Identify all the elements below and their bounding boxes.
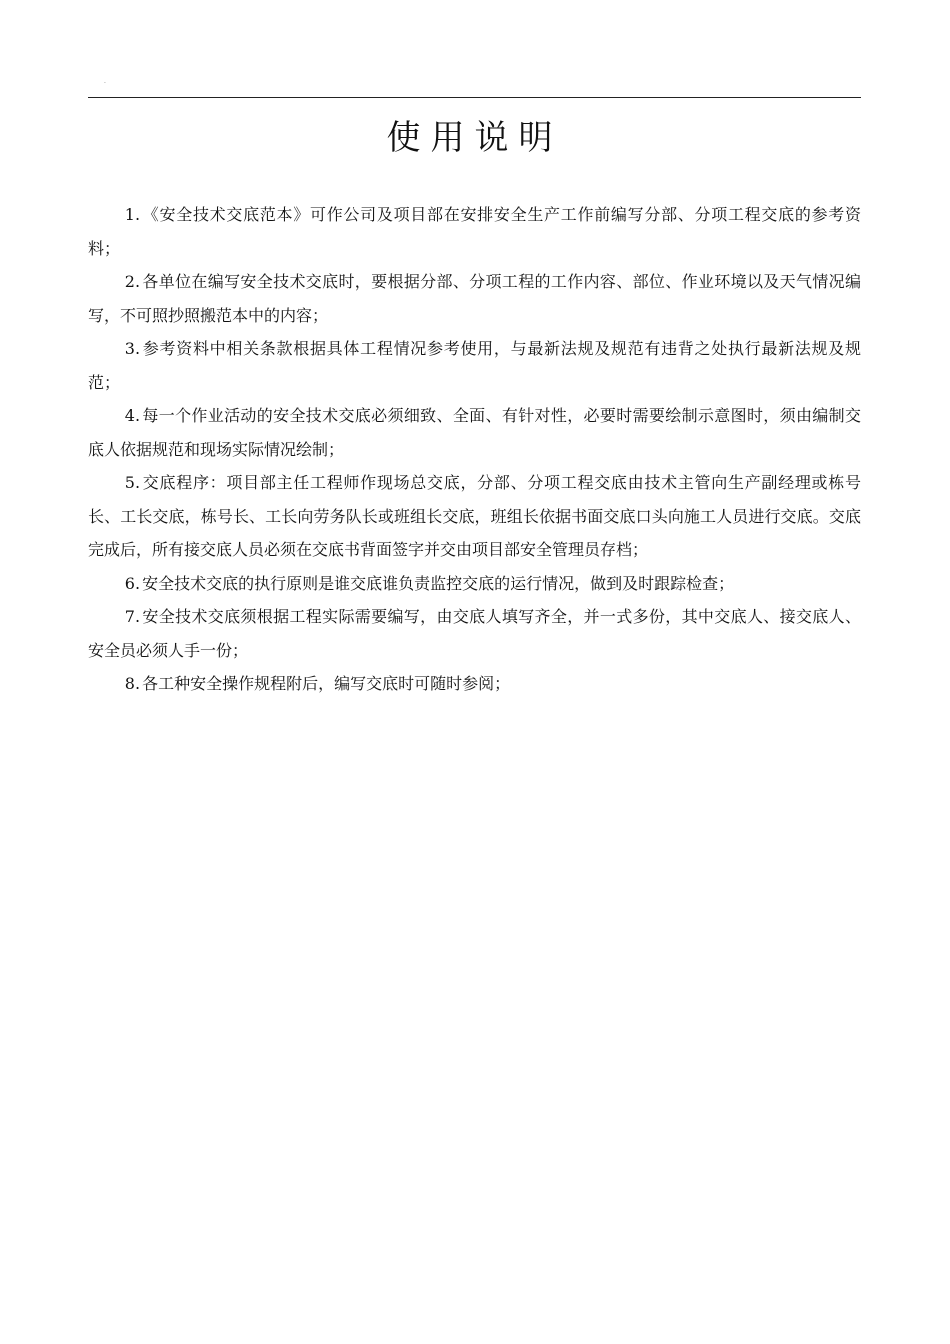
- item-number: 7.: [124, 607, 141, 626]
- list-item: [88, 332, 861, 399]
- item-text: 参考资料中相关条款根据具体工程情况参考使用，与最新法规及规范有违背之处执行最新法规及规范；: [88, 339, 861, 392]
- item-number: 8.: [124, 674, 141, 693]
- list-item: [88, 265, 861, 332]
- item-text: 各单位在编写安全技术交底时，要根据分部、分项工程的工作内容、部位、作业环境以及天气情况编写，不可照抄照搬范本中的内容；: [88, 272, 861, 325]
- item-number: 2.: [124, 272, 141, 291]
- list-item: [88, 600, 861, 667]
- list-item: [88, 667, 861, 701]
- item-number: 6.: [124, 573, 141, 593]
- page-title: 使用说明: [386, 118, 563, 158]
- header-mark: ·: [104, 80, 106, 87]
- item-number: 5.: [124, 473, 141, 492]
- list-item: [88, 466, 861, 567]
- item-number: 1.: [124, 205, 141, 224]
- item-text: 《安全技术交底范本》可作公司及项目部在安排安全生产工作前编写分部、分项工程交底的参考资料；: [88, 205, 861, 258]
- header-rule: [88, 97, 861, 98]
- item-text: 安全技术交底的执行原则是谁交底谁负责监控交底的运行情况，做到及时跟踪检查；: [142, 573, 735, 593]
- item-text: 交底程序：项目部主任工程师作现场总交底，分部、分项工程交底由技术主管向生产副经理或栋号长、工长交底，栋号长、工长向劳务队长或班组长交底，班组长依据书面交底口头向施工人员进行交底。交底完成后，所有接交底人员必须在交底书背面签字并交由项目部安全管理员存档；: [88, 473, 861, 559]
- item-number: 4.: [124, 406, 141, 425]
- item-text: 各工种安全操作规程附后，编写交底时可随时参阅；: [142, 674, 511, 693]
- item-number: 3.: [124, 339, 141, 358]
- item-text: 每一个作业活动的安全技术交底必须细致、全面、有针对性，必要时需要绘制示意图时，须由编制交底人依据规范和现场实际情况绘制；: [88, 406, 861, 459]
- list-item: [88, 399, 861, 466]
- item-text: 安全技术交底须根据工程实际需要编写，由交底人填写齐全，并一式多份，其中交底人、接交底人、安全员必须人手一份；: [88, 607, 861, 660]
- list-item: [88, 567, 861, 601]
- instruction-list: [88, 198, 861, 701]
- list-item: [88, 198, 861, 265]
